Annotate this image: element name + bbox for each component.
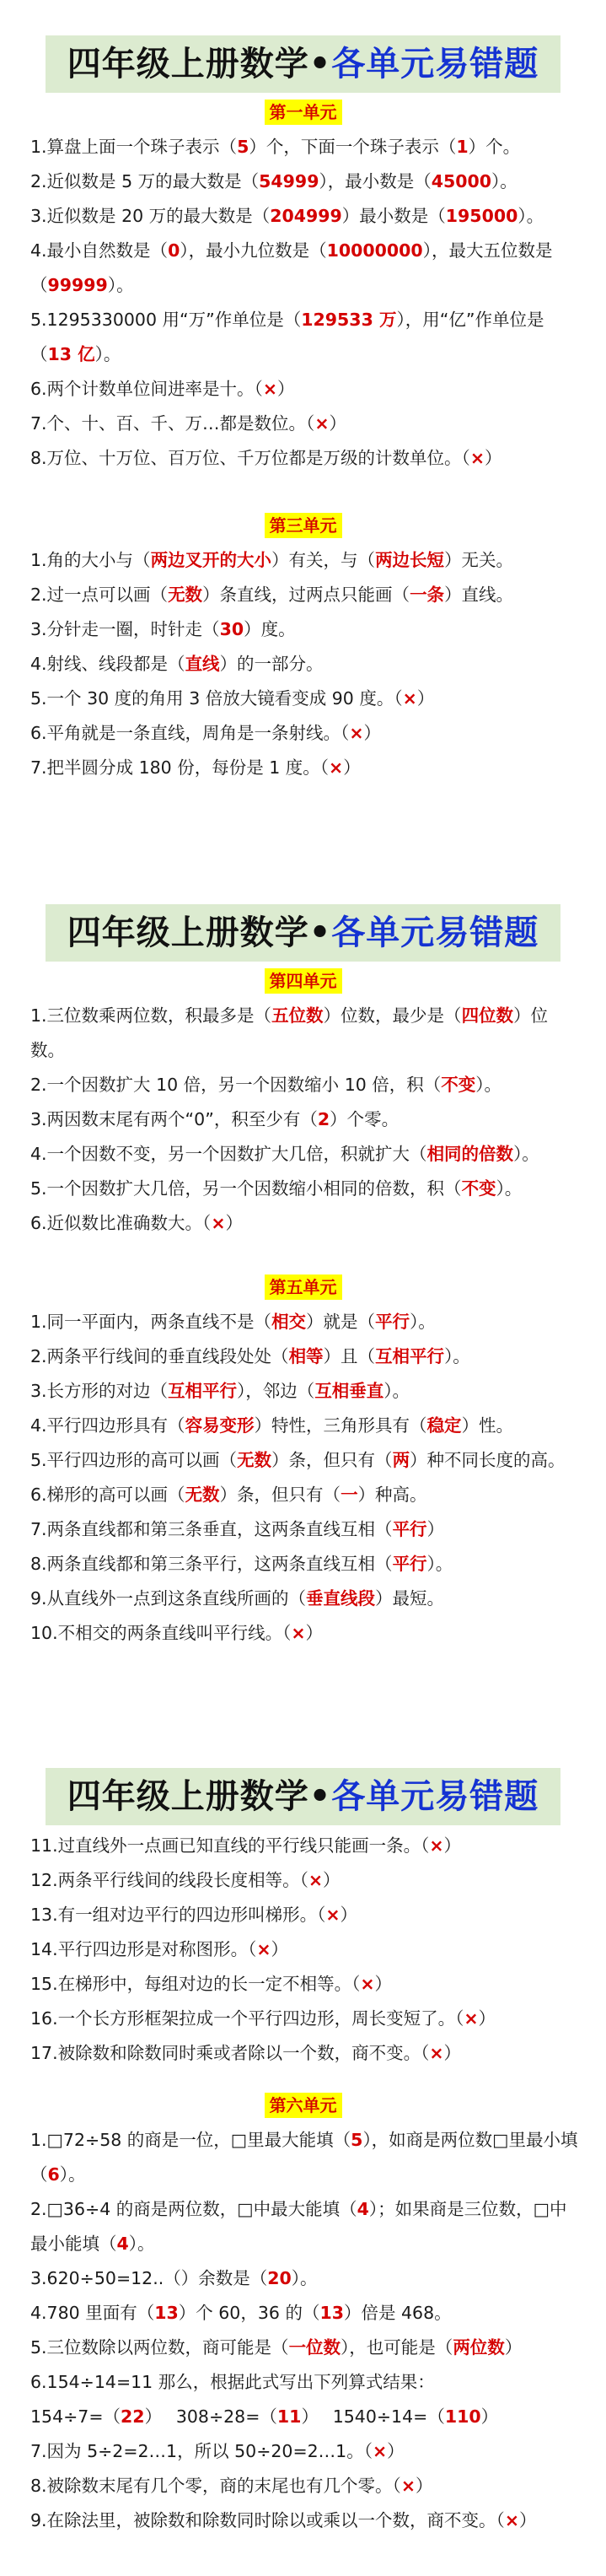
question-text: 16.一个长方形框架拉成一个平行四边形，周长变短了。（ bbox=[30, 2008, 464, 2029]
title-black: 四年级上册数学• bbox=[67, 45, 332, 84]
question-text: 1.角的大小与（ bbox=[30, 550, 151, 570]
answer-highlight: 22 bbox=[121, 2406, 145, 2427]
question-text: ）。 bbox=[128, 2234, 155, 2254]
question-item bbox=[30, 578, 582, 612]
question-text: ）种不同长度的高。 bbox=[410, 1450, 566, 1470]
answer-highlight: 13 亿 bbox=[47, 344, 95, 364]
question-text: ） bbox=[426, 1519, 445, 1539]
page-3-sections bbox=[0, 1829, 606, 2538]
question-text: ）位数，最少是（ bbox=[323, 1005, 462, 1026]
unit-section bbox=[0, 100, 606, 476]
question-text: 12.两条平行线间的线段长度相等。（ bbox=[30, 1870, 308, 1890]
unit-heading: 第六单元 bbox=[265, 2093, 342, 2118]
question-text: 4.780 里面有（ bbox=[30, 2303, 155, 2323]
question-item bbox=[30, 1339, 582, 1374]
question-item bbox=[30, 1137, 582, 1172]
question-item bbox=[30, 2123, 582, 2192]
question-item bbox=[30, 1102, 582, 1137]
answer-highlight: 不变 bbox=[461, 1178, 496, 1199]
wrong-mark: × bbox=[329, 757, 344, 778]
question-list bbox=[0, 2123, 606, 2538]
question-text: ）位数。 bbox=[30, 1005, 549, 1060]
question-item bbox=[30, 2036, 582, 2071]
question-item bbox=[30, 1547, 582, 1582]
answer-highlight: 平行 bbox=[375, 1312, 410, 1332]
unit-section bbox=[0, 1275, 606, 1651]
answer-highlight: 直线 bbox=[185, 654, 220, 674]
question-text: ）条直线，过两点只能画（ bbox=[202, 585, 410, 605]
question-text: ） bbox=[387, 2441, 405, 2461]
answer-highlight: 相交 bbox=[271, 1312, 307, 1332]
question-text: 2.一个因数扩大 10 倍，另一个因数缩小 10 倍，积（ bbox=[30, 1075, 442, 1095]
question-text: ）。 bbox=[291, 2268, 318, 2288]
question-text: 8.两条直线都和第三条平行，这两条直线互相（ bbox=[30, 1554, 393, 1574]
answer-highlight: 4 bbox=[116, 2234, 129, 2254]
answer-highlight: 45000 bbox=[431, 171, 492, 191]
question-text: ） bbox=[363, 723, 381, 743]
answer-highlight: 两 bbox=[392, 1450, 410, 1470]
answer-highlight: 6 bbox=[47, 2164, 60, 2185]
question-text: ） bbox=[343, 757, 361, 778]
question-text: 1.三位数乘两位数，积最多是（ bbox=[30, 1005, 272, 1026]
question-item bbox=[30, 2434, 582, 2469]
answer-highlight: 相等 bbox=[288, 1346, 324, 1366]
unit-heading: 第一单元 bbox=[265, 100, 342, 125]
question-item bbox=[30, 1616, 582, 1651]
question-text: ）性。 bbox=[461, 1415, 514, 1436]
question-text: 5.一个 30 度的角用 3 倍放大镜看变成 90 度。（ bbox=[30, 688, 403, 709]
question-text: ） bbox=[225, 1213, 243, 1233]
question-text: ）。 bbox=[59, 2164, 86, 2185]
question-item bbox=[30, 2192, 582, 2261]
question-item bbox=[30, 543, 582, 578]
question-item bbox=[30, 682, 582, 716]
answer-highlight: 四位数 bbox=[461, 1005, 514, 1026]
question-item bbox=[30, 2002, 582, 2036]
answer-highlight: 互相垂直 bbox=[314, 1381, 384, 1401]
wrong-mark: × bbox=[211, 1213, 226, 1233]
question-text: 7.把半圆分成 180 份，每份是 1 度。（ bbox=[30, 757, 330, 778]
question-text: 3.分针走一圈，时针走（ bbox=[30, 619, 220, 639]
answer-highlight: 5 bbox=[351, 2130, 363, 2150]
answer-highlight: 11 bbox=[276, 2406, 302, 2427]
wrong-mark: × bbox=[429, 1835, 444, 1856]
unit-section bbox=[0, 513, 606, 785]
page-1 bbox=[0, 35, 606, 785]
wrong-mark: × bbox=[469, 448, 485, 468]
wrong-mark: × bbox=[429, 2043, 444, 2063]
question-item bbox=[30, 234, 582, 303]
question-item bbox=[30, 1582, 582, 1616]
question-item bbox=[30, 1305, 582, 1339]
question-text: 4.一个因数不变，另一个因数扩大几倍，积就扩大（ bbox=[30, 1144, 427, 1164]
answer-highlight: 平行 bbox=[392, 1554, 427, 1574]
question-text: ）。 bbox=[496, 1178, 523, 1199]
answer-highlight: 54999 bbox=[259, 171, 319, 191]
unit-heading-wrap bbox=[0, 513, 606, 538]
question-text: ）种高。 bbox=[357, 1485, 427, 1505]
question-item bbox=[30, 2365, 582, 2400]
question-text: ）。 bbox=[383, 1381, 410, 1401]
question-text: ） bbox=[277, 379, 295, 399]
question-text: ）。 bbox=[444, 1346, 470, 1366]
question-text: ）。 bbox=[426, 1554, 453, 1574]
page-title-banner bbox=[46, 904, 561, 962]
question-text: 5.一个因数扩大几倍，另一个因数缩小相同的倍数，积（ bbox=[30, 1178, 462, 1199]
question-item bbox=[30, 1829, 582, 1863]
question-text: ），最小数是（ bbox=[319, 171, 432, 191]
question-text: ） bbox=[519, 2510, 537, 2530]
question-text: ）条，但只有（ bbox=[219, 1485, 341, 1505]
question-text: ）的一部分。 bbox=[219, 654, 324, 674]
wrong-mark: × bbox=[349, 723, 364, 743]
question-item bbox=[30, 1932, 582, 1967]
answer-highlight: 10000000 bbox=[326, 240, 423, 261]
question-item bbox=[30, 1374, 582, 1409]
question-text: 4.射线、线段都是（ bbox=[30, 654, 185, 674]
question-text: ） bbox=[478, 2008, 496, 2029]
question-text: ）且（ bbox=[323, 1346, 376, 1366]
answer-highlight: 13 bbox=[154, 2303, 179, 2323]
question-text: ） bbox=[485, 448, 502, 468]
wrong-mark: × bbox=[402, 688, 417, 709]
wrong-mark: × bbox=[504, 2510, 519, 2530]
question-text: 4.最小自然数是（ bbox=[30, 240, 169, 261]
banner-wrap bbox=[0, 904, 606, 962]
answer-highlight: 稳定 bbox=[426, 1415, 462, 1436]
question-item bbox=[30, 130, 582, 164]
question-text: 2.过一点可以画（ bbox=[30, 585, 169, 605]
title-blue: 各单元易错题 bbox=[331, 913, 539, 952]
question-text: 17.被除数和除数同时乘或者除以一个数，商不变。（ bbox=[30, 2043, 430, 2063]
answer-highlight: 五位数 bbox=[271, 1005, 324, 1026]
question-text: 3.两因数末尾有两个“0”，积至少有（ bbox=[30, 1109, 318, 1129]
question-item bbox=[30, 2296, 582, 2331]
question-item bbox=[30, 164, 582, 199]
answer-highlight: 相同的倍数 bbox=[426, 1144, 514, 1164]
question-text: ），邻边（ bbox=[237, 1381, 315, 1401]
question-text: ） bbox=[443, 1835, 462, 1856]
question-text: ）就是（ bbox=[306, 1312, 376, 1332]
question-item bbox=[30, 1068, 582, 1102]
answer-highlight: 两位数 bbox=[453, 2337, 505, 2358]
question-item bbox=[30, 1172, 582, 1206]
banner-wrap bbox=[0, 35, 606, 93]
question-item bbox=[30, 2400, 582, 2434]
question-text: ）。 bbox=[410, 1312, 436, 1332]
question-text: ）。 bbox=[475, 1075, 502, 1095]
answer-highlight: 204999 bbox=[270, 206, 342, 226]
answer-highlight: 不变 bbox=[441, 1075, 476, 1095]
question-text: ） bbox=[323, 1870, 341, 1890]
question-text: 2.□36÷4 的商是两位数，□中最大能填（ bbox=[30, 2199, 357, 2219]
page-3 bbox=[0, 1768, 606, 2538]
question-item bbox=[30, 2469, 582, 2503]
question-text: 6.154÷14=11 那么，根据此式写出下列算式结果： bbox=[30, 2372, 435, 2392]
question-text: ） bbox=[340, 1905, 358, 1925]
question-item bbox=[30, 1206, 582, 1241]
question-text: 8.万位、十万位、百万位、千万位都是万级的计数单位。（ bbox=[30, 448, 470, 468]
page-title-banner bbox=[46, 35, 561, 93]
question-text: 10.不相交的两条直线叫平行线。（ bbox=[30, 1623, 292, 1643]
question-item bbox=[30, 2261, 582, 2296]
question-text: 6.平角就是一条直线，周角是一条射线。（ bbox=[30, 723, 350, 743]
title-black: 四年级上册数学• bbox=[67, 913, 332, 952]
question-text: 1.同一平面内，两条直线不是（ bbox=[30, 1312, 272, 1332]
question-text: ）有关，与（ bbox=[271, 550, 376, 570]
question-text: 15.在梯形中，每组对边的长一定不相等。（ bbox=[30, 1974, 361, 1994]
question-text: 13.有一组对边平行的四边形叫梯形。（ bbox=[30, 1905, 326, 1925]
unit-heading: 第五单元 bbox=[265, 1275, 342, 1300]
question-item bbox=[30, 372, 582, 407]
answer-highlight: 无数 bbox=[185, 1485, 220, 1505]
question-text: 3.长方形的对边（ bbox=[30, 1381, 169, 1401]
question-list bbox=[0, 130, 606, 476]
answer-highlight: 0 bbox=[168, 240, 180, 261]
answer-highlight: 垂直线段 bbox=[306, 1588, 376, 1609]
question-item bbox=[30, 2331, 582, 2365]
answer-highlight: 无数 bbox=[168, 585, 203, 605]
question-text: ），如商是两位数□里最小填（ bbox=[30, 2130, 578, 2185]
question-text: ）。 bbox=[491, 171, 518, 191]
answer-highlight: 容易变形 bbox=[185, 1415, 255, 1436]
question-text: 9.在除法里，被除数和除数同时除以或乘以一个数，商不变。（ bbox=[30, 2510, 505, 2530]
question-text: 8.被除数末尾有几个零，商的末尾也有几个零。（ bbox=[30, 2476, 401, 2496]
answer-highlight: 两边叉开的大小 bbox=[150, 550, 272, 570]
question-item bbox=[30, 999, 582, 1068]
question-text: 1.算盘上面一个珠子表示（ bbox=[30, 137, 238, 157]
question-list bbox=[0, 543, 606, 785]
question-list bbox=[0, 1305, 606, 1651]
question-item bbox=[30, 303, 582, 372]
question-item bbox=[30, 647, 582, 682]
page-2-sections bbox=[0, 968, 606, 1651]
question-text: 5.平行四边形的高可以画（ bbox=[30, 1450, 238, 1470]
answer-highlight: 互相平行 bbox=[168, 1381, 238, 1401]
question-text: ）；如果商是三位数，□中最小能填（ bbox=[30, 2199, 567, 2254]
question-item bbox=[30, 751, 582, 785]
question-text: 2.两条平行线间的垂直线段处处（ bbox=[30, 1346, 289, 1366]
question-item bbox=[30, 1443, 582, 1478]
wrong-mark: × bbox=[308, 1870, 324, 1890]
answer-highlight: 2 bbox=[317, 1109, 330, 1129]
question-text: ）直线。 bbox=[444, 585, 514, 605]
answer-highlight: 195000 bbox=[445, 206, 518, 226]
wrong-mark: × bbox=[256, 1939, 271, 1959]
unit-heading-wrap bbox=[0, 968, 606, 994]
question-text: 4.平行四边形具有（ bbox=[30, 1415, 185, 1436]
wrong-mark: × bbox=[400, 2476, 416, 2496]
unit-heading-wrap bbox=[0, 100, 606, 125]
answer-highlight: 13 bbox=[319, 2303, 344, 2323]
question-text: ）个。 bbox=[468, 137, 521, 157]
question-text: ）倍是 468。 bbox=[344, 2303, 452, 2323]
question-text: 154÷7=（ bbox=[30, 2406, 121, 2427]
answer-highlight: 无数 bbox=[237, 1450, 272, 1470]
question-text: ） bbox=[504, 2337, 523, 2358]
question-list bbox=[0, 1829, 606, 2071]
unit-section bbox=[0, 968, 606, 1241]
answer-highlight: 129533 万 bbox=[301, 310, 397, 330]
unit-heading-wrap bbox=[0, 1275, 606, 1300]
question-text: ）。 bbox=[94, 344, 121, 364]
question-text: 3.近似数是 20 万的最大数是（ bbox=[30, 206, 271, 226]
question-text: ），用“亿”作单位是（ bbox=[30, 310, 544, 364]
question-list bbox=[0, 999, 606, 1241]
question-text: 7.两条直线都和第三条垂直，这两条直线互相（ bbox=[30, 1519, 393, 1539]
page-title-banner bbox=[46, 1768, 561, 1825]
question-item bbox=[30, 441, 582, 476]
question-text: 6.近似数比准确数大。（ bbox=[30, 1213, 212, 1233]
question-text: 14.平行四边形是对称图形。（ bbox=[30, 1939, 257, 1959]
question-item bbox=[30, 716, 582, 751]
question-text: 5.三位数除以两位数，商可能是（ bbox=[30, 2337, 289, 2358]
question-item bbox=[30, 1512, 582, 1547]
title-black: 四年级上册数学• bbox=[67, 1777, 332, 1816]
question-item bbox=[30, 407, 582, 441]
unit-heading: 第四单元 bbox=[265, 968, 342, 994]
answer-highlight: 两边长短 bbox=[375, 550, 445, 570]
unit-section bbox=[0, 1829, 606, 2071]
question-text: ）。 bbox=[513, 1144, 539, 1164]
answer-highlight: 4 bbox=[357, 2199, 369, 2219]
question-text: 11.过直线外一点画已知直线的平行线只能画一条。（ bbox=[30, 1835, 430, 1856]
question-text: 9.从直线外一点到这条直线所画的（ bbox=[30, 1588, 307, 1609]
answer-highlight: 20 bbox=[267, 2268, 292, 2288]
question-text: ） bbox=[480, 2406, 499, 2427]
question-text: ），也可能是（ bbox=[341, 2337, 453, 2358]
question-text: ） bbox=[329, 413, 346, 434]
question-item bbox=[30, 1863, 582, 1898]
question-text: 1.□72÷58 的商是一位，□里最大能填（ bbox=[30, 2130, 351, 2150]
question-text: ）个，下面一个珠子表示（ bbox=[249, 137, 457, 157]
question-item bbox=[30, 612, 582, 647]
question-text: ） bbox=[305, 1623, 324, 1643]
answer-highlight: 30 bbox=[219, 619, 244, 639]
question-text: ），最大五位数是（ bbox=[30, 240, 553, 295]
question-text: 7.因为 5÷2=2…1，所以 50÷20=2…1。（ bbox=[30, 2441, 373, 2461]
title-blue: 各单元易错题 bbox=[331, 45, 539, 84]
question-text: ）无关。 bbox=[444, 550, 514, 570]
answer-highlight: 5 bbox=[237, 137, 249, 157]
question-text: 5.1295330000 用“万”作单位是（ bbox=[30, 310, 302, 330]
question-text: ），最小九位数是（ bbox=[180, 240, 327, 261]
question-text: ） bbox=[374, 1974, 393, 1994]
question-text: 3.620÷50=12..（）余数是（ bbox=[30, 2268, 268, 2288]
question-text: ）。 bbox=[518, 206, 544, 226]
answer-highlight: 110 bbox=[444, 2406, 481, 2427]
answer-highlight: 互相平行 bbox=[375, 1346, 445, 1366]
question-text: ） bbox=[271, 1939, 289, 1959]
wrong-mark: × bbox=[291, 1623, 306, 1643]
question-text: ） 1540÷14=（ bbox=[301, 2406, 445, 2427]
question-text: ）条，但只有（ bbox=[271, 1450, 393, 1470]
answer-highlight: 一位数 bbox=[288, 2337, 341, 2358]
answer-highlight: 平行 bbox=[392, 1519, 427, 1539]
answer-highlight: 一条 bbox=[410, 585, 445, 605]
wrong-mark: × bbox=[360, 1974, 375, 1994]
question-item bbox=[30, 2503, 582, 2538]
page-2 bbox=[0, 904, 606, 1651]
question-item bbox=[30, 199, 582, 234]
answer-highlight: 99999 bbox=[47, 275, 108, 295]
question-item bbox=[30, 1898, 582, 1932]
question-text: 7.个、十、百、千、万…都是数位。（ bbox=[30, 413, 315, 434]
question-text: ）。 bbox=[107, 275, 134, 295]
question-text: ） bbox=[443, 2043, 462, 2063]
question-text: ）最小数是（ bbox=[341, 206, 446, 226]
question-text: ）个零。 bbox=[330, 1109, 400, 1129]
answer-highlight: 一 bbox=[341, 1485, 358, 1505]
question-text: ）个 60，36 的（ bbox=[178, 2303, 320, 2323]
question-item bbox=[30, 1967, 582, 2002]
question-item bbox=[30, 1478, 582, 1512]
unit-section bbox=[0, 2093, 606, 2538]
answer-highlight: 1 bbox=[456, 137, 469, 157]
wrong-mark: × bbox=[464, 2008, 479, 2029]
question-text: ） 308÷28=（ bbox=[144, 2406, 277, 2427]
unit-heading: 第三单元 bbox=[265, 513, 342, 538]
wrong-mark: × bbox=[262, 379, 277, 399]
question-text: ）特性，三角形具有（ bbox=[254, 1415, 427, 1436]
question-text: 6.梯形的高可以画（ bbox=[30, 1485, 185, 1505]
banner-wrap bbox=[0, 1768, 606, 1825]
question-text: ）度。 bbox=[244, 619, 296, 639]
question-text: 2.近似数是 5 万的最大数是（ bbox=[30, 171, 260, 191]
wrong-mark: × bbox=[372, 2441, 388, 2461]
question-item bbox=[30, 1409, 582, 1443]
unit-heading-wrap bbox=[0, 2093, 606, 2118]
title-blue: 各单元易错题 bbox=[331, 1777, 539, 1816]
page-1-sections bbox=[0, 100, 606, 785]
wrong-mark: × bbox=[314, 413, 330, 434]
wrong-mark: × bbox=[325, 1905, 341, 1925]
question-text: ）最短。 bbox=[375, 1588, 445, 1609]
question-text: ） bbox=[416, 688, 435, 709]
question-text: ） bbox=[416, 2476, 433, 2496]
question-text: 6.两个计数单位间进率是十。（ bbox=[30, 379, 263, 399]
